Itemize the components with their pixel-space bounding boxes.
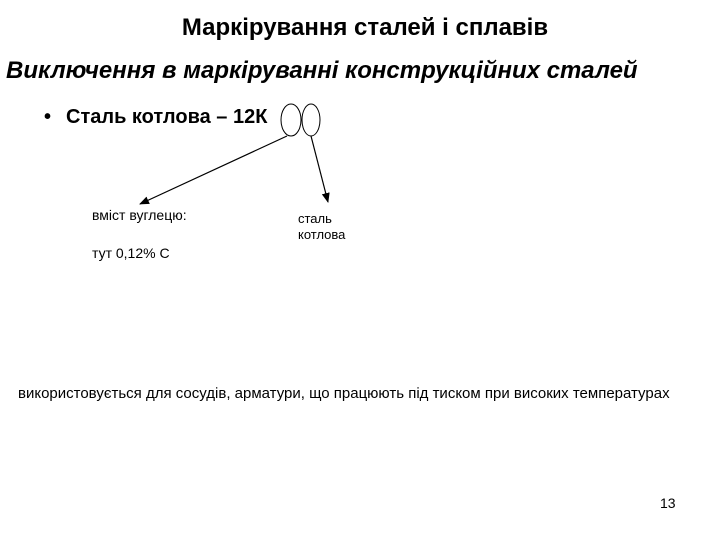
slide-subtitle: Виключення в маркіруванні конструкційних сталей bbox=[6, 57, 638, 84]
arrow-to-boiler bbox=[311, 136, 328, 202]
usage-description: використовується для сосудів, арматури, що працюють під тиском при високих температурах bbox=[18, 385, 670, 402]
arrow-to-carbon bbox=[140, 136, 287, 204]
callout-carbon-value: тут 0,12% С bbox=[92, 245, 170, 261]
bullet-item bbox=[44, 106, 267, 129]
bullet-dot: • bbox=[44, 106, 52, 128]
slide-title: Маркірування сталей і сплавів bbox=[181, 14, 549, 41]
callout-carbon-label: вміст вуглецю: bbox=[92, 207, 187, 223]
highlight-ellipse-letter bbox=[302, 104, 320, 136]
bullet-text: Сталь котлова – 12К bbox=[66, 106, 268, 128]
callout-boiler-line2: котлова bbox=[298, 227, 346, 242]
callout-boiler-line1: сталь bbox=[298, 211, 332, 226]
page-number: 13 bbox=[660, 495, 676, 511]
highlight-ellipse-digits bbox=[281, 104, 301, 136]
